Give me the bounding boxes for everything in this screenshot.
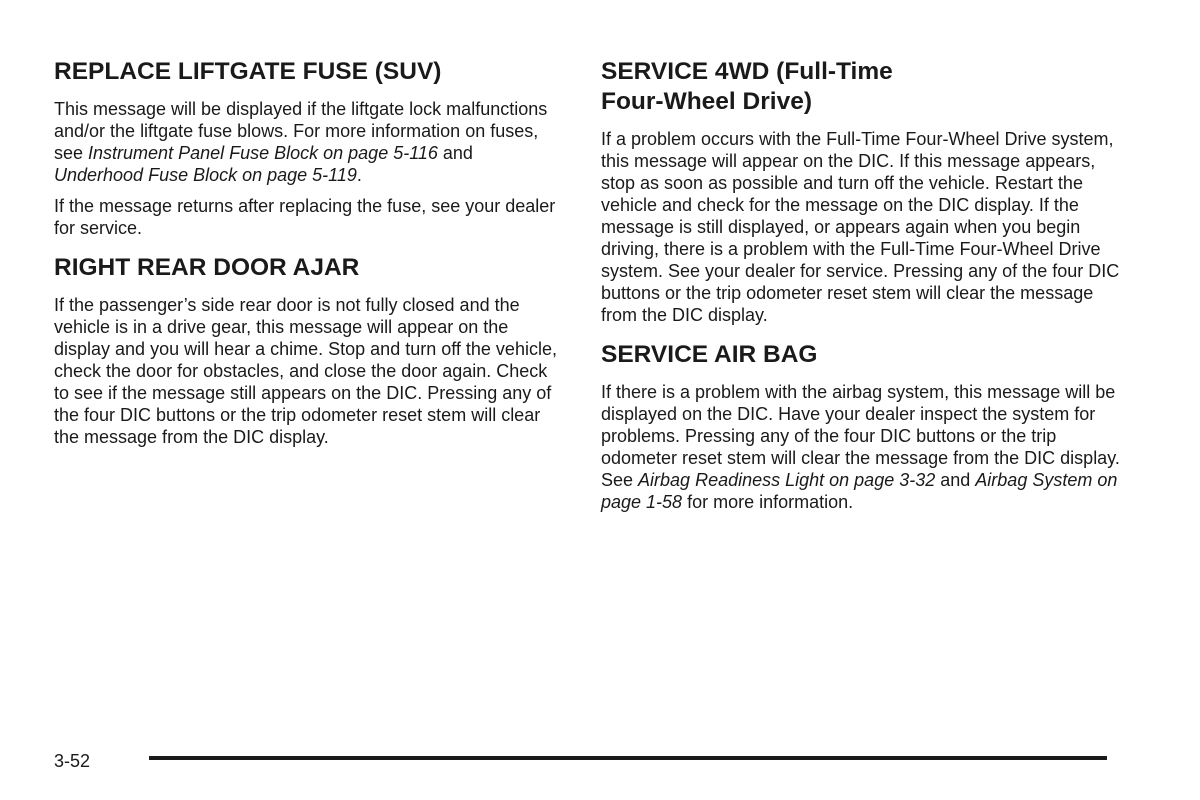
heading-service-air-bag: SERVICE AIR BAG [601, 341, 818, 368]
text-and: and [437, 143, 473, 163]
paragraph-rear-door: If the passenger’s side rear door is not fully closed and the vehicle is in a drive gear, this message will appear on the display and you will hear a chime. Stop and turn off the vehicle, check the door for obstacles, and close the door again. Check to see if the message still appears on the DIC. Pressing any of the four DIC buttons or the trip odometer reset stem will clear the message from the DIC display. [54, 295, 557, 447]
link-airbag-system[interactable]: Airbag System on page 1-58 [601, 470, 1118, 512]
heading-rear-door-ajar: RIGHT REAR DOOR AJAR [54, 254, 360, 281]
heading-service-4wd-line1: SERVICE 4WD (Full-Time [601, 58, 893, 85]
link-airbag-readiness-light[interactable]: Airbag Readiness Light on page 3-32 [638, 470, 936, 490]
paragraph-liftgate-info [54, 98, 566, 186]
text-air-bag-intro: If there is a problem with the airbag system, this message will be displayed on the DIC. Have your dealer inspect the system for problems. Pressing any of the four DIC buttons or the trip odometer reset stem will clear the message from the DIC display. See [601, 382, 1120, 490]
link-instrument-panel-fuse-block[interactable]: Instrument Panel Fuse Block on page 5-116 [88, 143, 438, 163]
heading-service-4wd [601, 57, 1121, 117]
page-number: 3-52 [54, 751, 91, 771]
text-and: and [935, 470, 976, 490]
link-underhood-fuse-block[interactable]: Underhood Fuse Block on page 5-119 [54, 165, 357, 185]
right-column [601, 57, 1121, 527]
text-period: . [356, 165, 362, 185]
footer-rule [149, 756, 1107, 760]
paragraph-service-air-bag [601, 381, 1121, 513]
heading-service-4wd-line2: Four-Wheel Drive) [601, 88, 812, 115]
section-rear-door-ajar [54, 253, 566, 448]
heading-liftgate-fuse: REPLACE LIFTGATE FUSE (SUV) [54, 58, 442, 85]
section-service-air-bag [601, 340, 1121, 513]
section-liftgate-fuse [54, 57, 566, 239]
left-column [54, 57, 566, 462]
text-more-info: for more information. [682, 492, 854, 512]
section-service-4wd [601, 57, 1121, 326]
paragraph-liftgate-service: If the message returns after replacing the fuse, see your dealer for service. [54, 196, 556, 238]
text-liftgate-intro: This message will be displayed if the liftgate lock malfunctions and/or the liftgate fuse blows. For more information on fuses, see [54, 99, 548, 163]
paragraph-service-4wd: If a problem occurs with the Full-Time Four-Wheel Drive system, this message will appear on the DIC. If this message appears, stop as soon as possible and turn off the vehicle. Restart the vehicle and check for the message on the DIC display. If the message is still displayed, or appears again when you begin driving, there is a problem with the Full-Time Four-Wheel Drive system. See your dealer for service. Pressing any of the four DIC buttons or the trip odometer reset stem will clear the message from the DIC display. [601, 129, 1120, 325]
